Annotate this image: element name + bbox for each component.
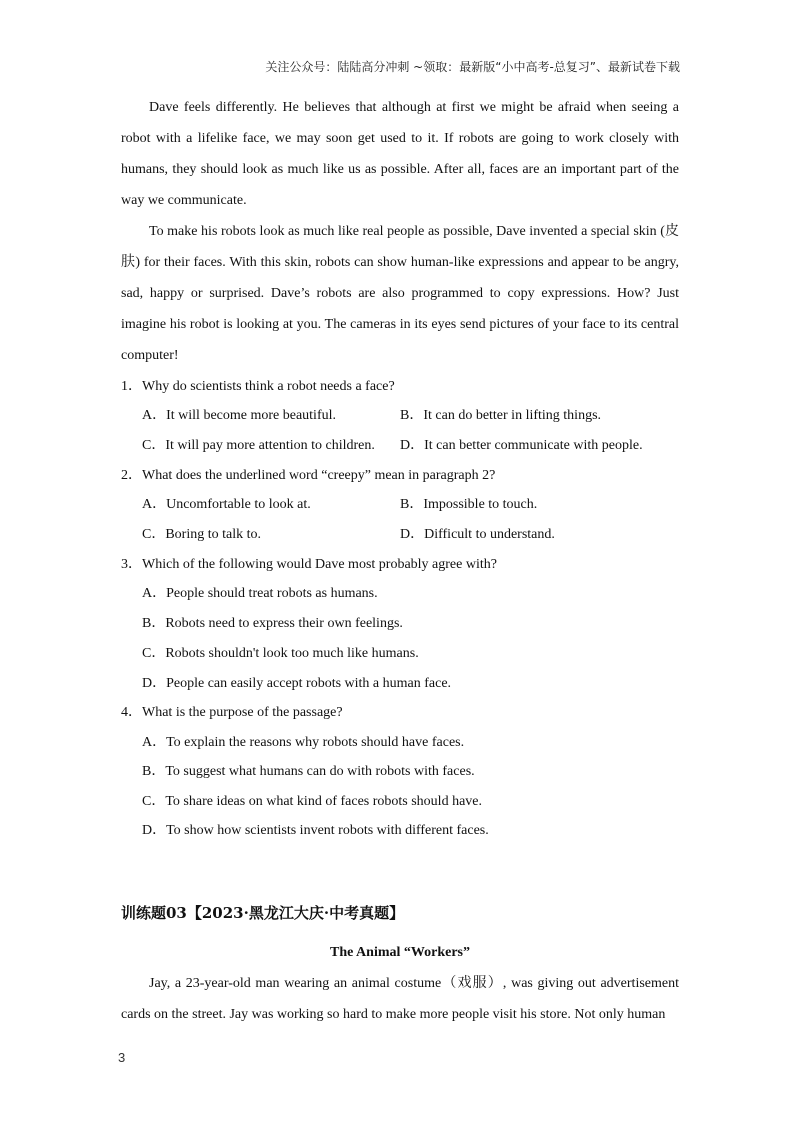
question-4-option-d: D．To show how scientists invent robots with different faces.: [142, 823, 489, 838]
question-2-option-c: C．Boring to talk to.: [142, 527, 261, 542]
page-number: 3: [118, 1050, 126, 1065]
question-1-option-d: D．It can better communicate with people.: [400, 438, 643, 453]
question-3-stem: 3．Which of the following would Dave most probably agree with?: [121, 557, 497, 572]
question-2-option-d: D．Difficult to understand.: [400, 527, 555, 542]
paragraph-dave-feels: Dave feels differently. He believes that although at first we might be afraid when seeing a robot with a lifelike face, we may soon get used to it. If robots are going to work closely with humans, they should look as much like us as possible. After all, faces are an important part of the way we communicate.: [121, 100, 679, 208]
page-header: 关注公众号：陆陆高分冲刺 ~领取：最新版“小中高考-总复习”、最新试卷下载: [265, 60, 680, 74]
question-2-option-a: A．Uncomfortable to look at.: [142, 497, 311, 512]
passage-title: The Animal “Workers”: [329, 945, 470, 960]
section-title: 训练题03【2023·黑龙江大庆·中考真题】: [121, 904, 405, 922]
paragraph-animal-workers: Jay, a 23-year-old man wearing an animal costume（戏服）, was giving out advertisement cards on the street. Jay was working so hard to make more people visit his store. Not only human: [121, 976, 679, 1022]
question-2-stem: 2．What does the underlined word “creepy” mean in paragraph 2?: [121, 468, 496, 483]
question-1-option-c: C．It will pay more attention to children.: [142, 438, 375, 453]
question-3-option-b: B．Robots need to express their own feelings.: [142, 616, 403, 631]
paragraph-special-skin: To make his robots look as much like real people as possible, Dave invented a special skin (皮肤) for their faces. With this skin, robots can show human-like expressions and appear to be angry, sad, happy or surprised. Dave’s robots are also programmed to copy expressions. How? Just imagine his robot is looking at you. The cameras in its eyes send pictures of your face to its central computer!: [121, 224, 679, 363]
question-4-stem: 4．What is the purpose of the passage?: [121, 705, 343, 720]
question-1-stem: 1．Why do scientists think a robot needs a face?: [121, 379, 395, 394]
question-3-option-a: A．People should treat robots as humans.: [142, 586, 378, 601]
question-4-option-c: C．To share ideas on what kind of faces robots should have.: [142, 794, 482, 809]
question-2-option-b: B．Impossible to touch.: [400, 497, 538, 512]
question-4-option-a: A．To explain the reasons why robots should have faces.: [142, 735, 465, 750]
question-3-option-d: D．People can easily accept robots with a human face.: [142, 676, 452, 691]
question-1-option-b: B．It can do better in lifting things.: [400, 408, 602, 423]
question-1-option-a: A．It will become more beautiful.: [142, 408, 336, 423]
question-4-option-b: B．To suggest what humans can do with robots with faces.: [142, 764, 475, 779]
question-3-option-c: C．Robots shouldn't look too much like humans.: [142, 646, 419, 661]
